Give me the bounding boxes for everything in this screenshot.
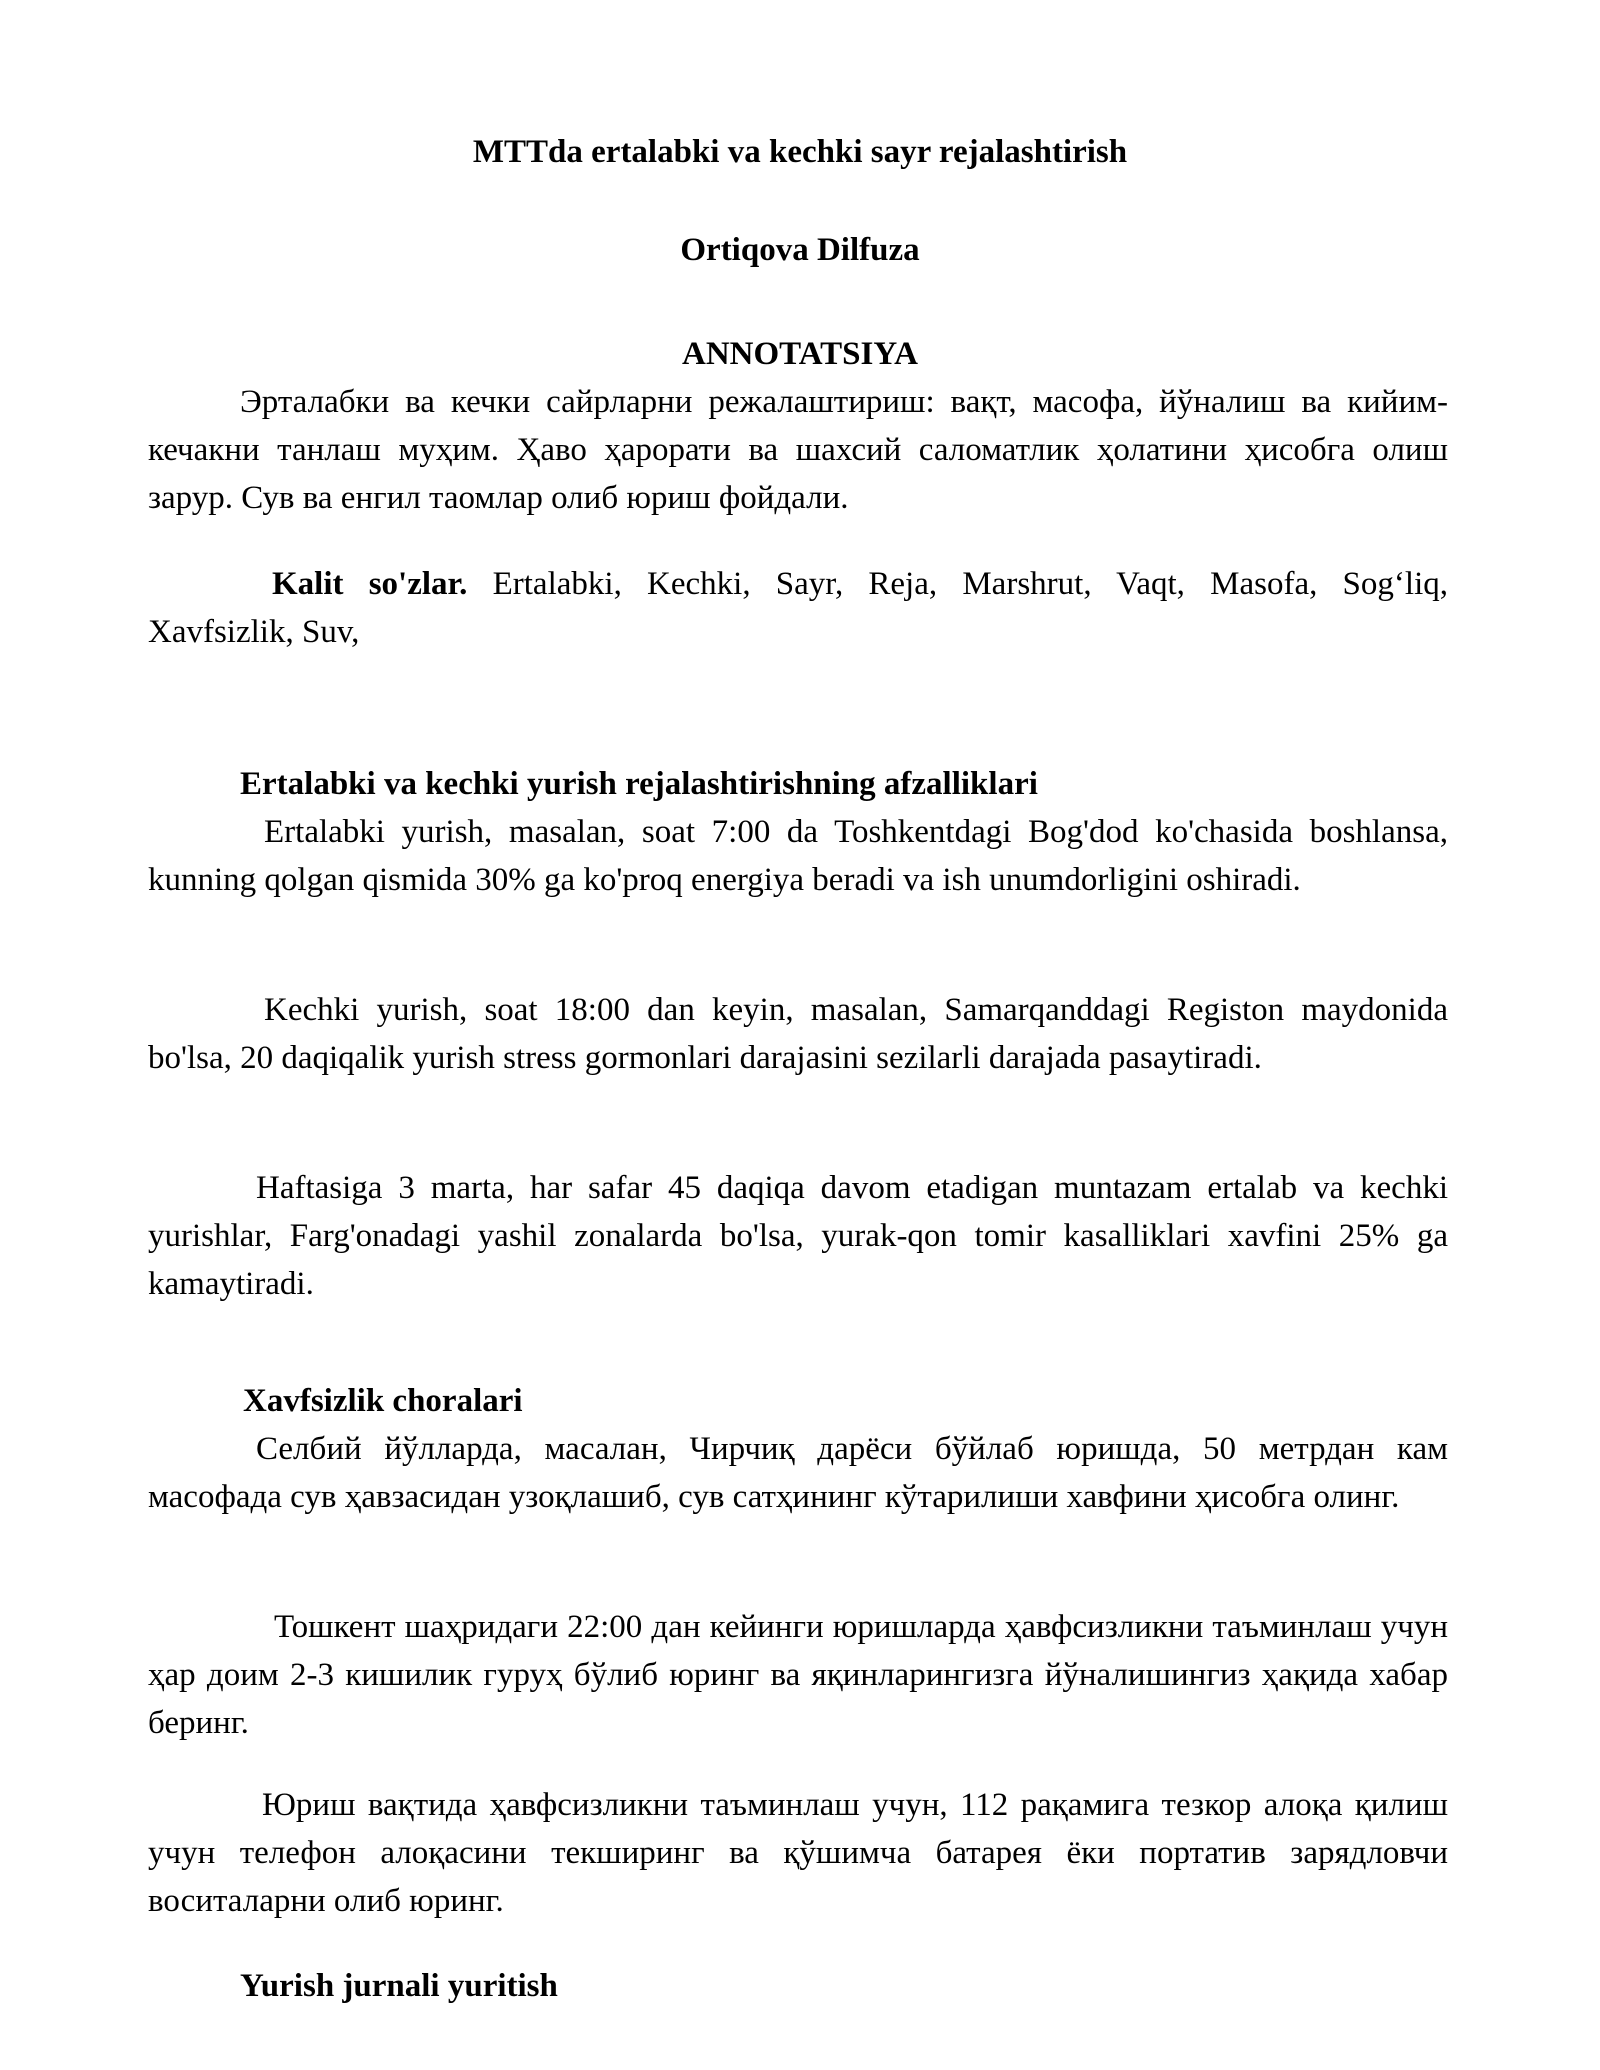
keywords-label: Kalit so'zlar. (272, 566, 468, 602)
abstract-paragraph: Эрталабки ва кечки сайрларни режалаштириш: вақт, масофа, йўналиш ва кийим-кечакни танлаш муҳим. Ҳаво ҳарорати ва шахсий саломатлик ҳолатини ҳисобга олиш зарур. Сув ва енгил таомлар олиб юриш фойдали. (148, 384, 1448, 516)
abstract-heading: ANNOTATSIYA (682, 336, 918, 372)
section-heading: Xavfsizlik choralari (243, 1383, 523, 1419)
section-paragraph: Haftasiga 3 marta, har safar 45 daqiqa davom etadigan muntazam ertalab va kechki yurishlar, Farg'onadagi yashil zonalarda bo'lsa, yurak-qon tomir kasalliklari xavfini 25% ga kamaytiradi. (148, 1170, 1448, 1302)
document-title: MTTda ertalabki va kechki sayr rejalashtirish (472, 134, 1128, 170)
section-paragraph: Тошкент шаҳридаги 22:00 дан кейинги юришларда ҳавфсизликни таъминлаш учун ҳар доим 2-3 кишилик гуруҳ бўлиб юринг ва яқинларингизга йўналишингиз ҳақида хабар беринг. (148, 1609, 1448, 1741)
author-name: Ortiqova Dilfuza (680, 232, 920, 268)
keywords-text: Ertalabki, Kechki, Sayr, Reja, Marshrut, Vaqt, Masofa, Sog‘liq, Xavfsizlik, Suv, (148, 566, 1448, 650)
section-paragraph: Селбий йўлларда, масалан, Чирчиқ дарёси бўйлаб юришда, 50 метрдан кам масофада сув ҳавзасидан узоқлашиб, сув сатҳининг кўтарилиши хавфини ҳисобга олинг. (148, 1431, 1448, 1515)
keywords-paragraph (148, 560, 1448, 656)
section-paragraph: Kechki yurish, soat 18:00 dan keyin, masalan, Samarqanddagi Registon maydonida bo'lsa, 20 daqiqalik yurish stress gormonlari darajasini sezilarli darajada pasaytiradi. (148, 992, 1448, 1076)
section-paragraph: Юриш вақтида ҳавфсизликни таъминлаш учун, 112 рақамига тезкор алоқа қилиш учун телефон алоқасини текширинг ва қўшимча батарея ёки портатив зарядловчи воситаларни олиб юринг. (148, 1787, 1448, 1919)
section-heading: Yurish jurnali yuritish (240, 1968, 558, 2004)
section-paragraph: Ertalabki yurish, masalan, soat 7:00 da Toshkentdagi Bog'dod ko'chasida boshlansa, kunning qolgan qismida 30% ga ko'proq energiya beradi va ish unumdorligini oshiradi. (148, 814, 1448, 898)
section-heading: Ertalabki va kechki yurish rejalashtirishning afzalliklari (240, 766, 1038, 802)
